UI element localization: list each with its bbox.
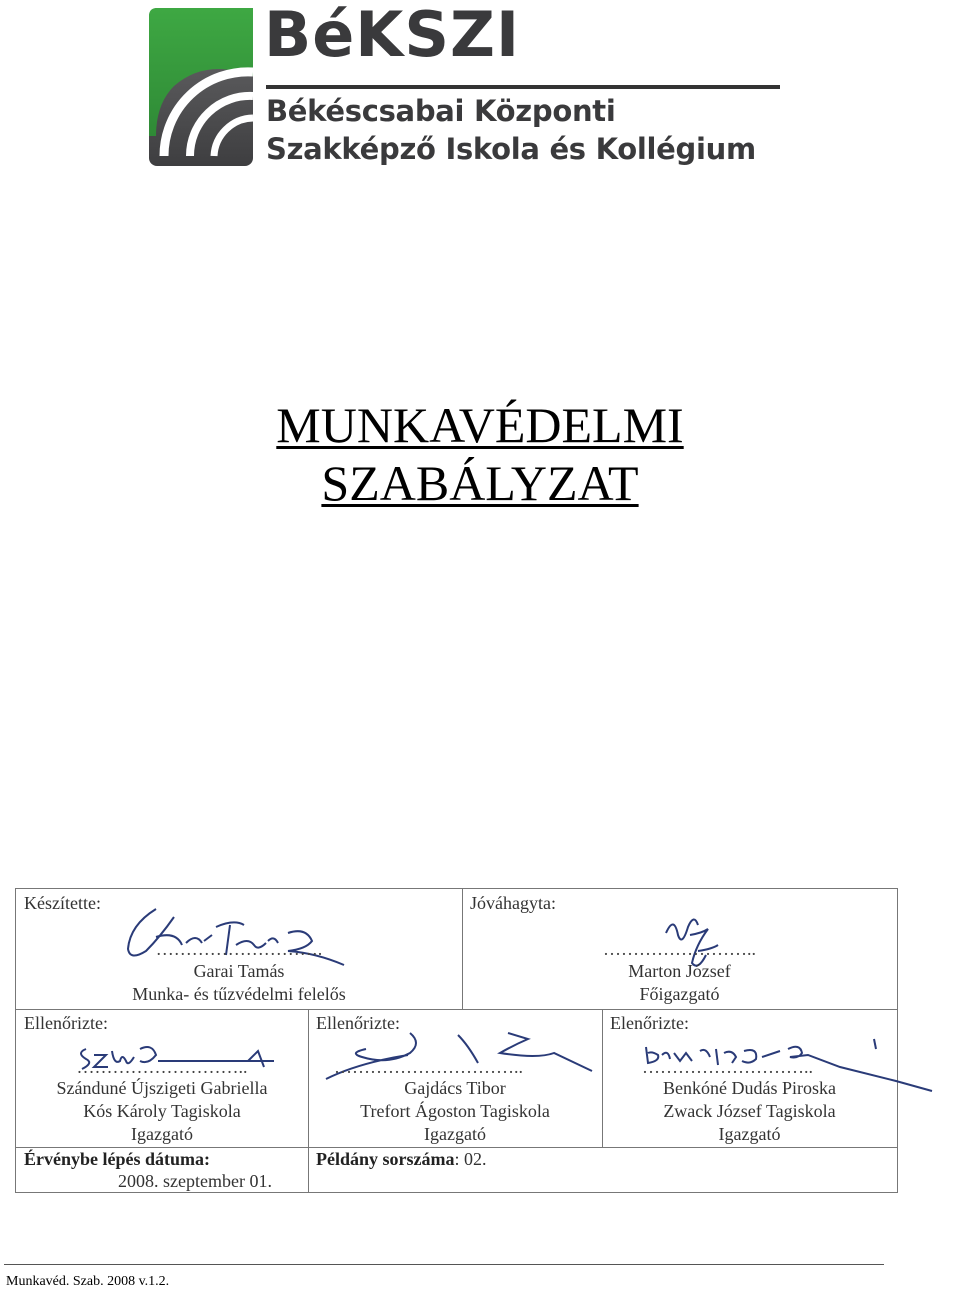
checked-by-2-role: Igazgató — [424, 1124, 486, 1144]
approved-by-dots: …………………….. — [603, 939, 756, 959]
checked-by-3-cell — [602, 1009, 897, 1147]
copy-number-label: Példány sorszáma — [316, 1149, 455, 1169]
checked-by-3-school: Zwack József Tagiskola — [663, 1101, 836, 1121]
checked-by-1-role: Igazgató — [131, 1124, 193, 1144]
logo-line-1: Békéscsabai Központi — [266, 94, 616, 128]
prepared-by-cell — [16, 889, 462, 1009]
checked-by-2-dots: ………………………….. — [334, 1057, 523, 1077]
checked-by-1-school: Kós Károly Tagiskola — [83, 1101, 241, 1121]
effective-date-cell — [16, 1147, 308, 1192]
prepared-by-label: Készítette: — [24, 893, 101, 913]
copy-number-cell — [308, 1147, 897, 1192]
prepared-by-name: Garai Tamás — [193, 961, 285, 981]
logo-line-2: Szakképző Iskola és Kollégium — [266, 132, 756, 166]
copy-number — [316, 1149, 487, 1170]
checked-by-1-name: Szánduné Újszigeti Gabriella — [56, 1078, 268, 1098]
logo-divider — [266, 85, 780, 89]
footer-text: Munkavéd. Szab. 2008 v.1.2. — [6, 1274, 170, 1289]
document-title-line-2: SZABÁLYZAT — [321, 455, 639, 511]
logo-name: BéKSZI — [264, 0, 521, 71]
effective-date-value: 2008. szeptember 01. — [118, 1171, 272, 1191]
document-title-line-1: MUNKAVÉDELMI — [276, 397, 684, 453]
checked-by-3-name: Benkóné Dudás Piroska — [663, 1078, 836, 1098]
footer-divider — [4, 1264, 884, 1265]
checked-by-2-cell — [308, 1009, 602, 1147]
approval-table — [15, 888, 898, 1193]
approved-by-name: Marton József — [628, 961, 731, 981]
prepared-by-dots: ………………………. — [155, 939, 323, 959]
approved-by-role: Főigazgató — [639, 984, 720, 1004]
checked-by-3-role: Igazgató — [718, 1124, 781, 1144]
effective-date-label: Érvénybe lépés dátuma: — [24, 1149, 210, 1169]
checked-by-3-dots: ……………………….. — [642, 1057, 813, 1077]
checked-by-1-cell — [16, 1009, 308, 1147]
copy-number-value: : 02. — [454, 1149, 487, 1169]
school-logo — [146, 0, 786, 172]
approved-by-cell — [462, 889, 897, 1009]
checked-by-2-school: Trefort Ágoston Tagiskola — [360, 1101, 550, 1121]
checked-by-2-name: Gajdács Tibor — [404, 1078, 506, 1098]
checked-by-1-dots: ……………………….. — [76, 1057, 248, 1077]
approved-by-label: Jóváhagyta: — [470, 893, 556, 913]
checked-by-3-label: Elenőrizte: — [610, 1013, 689, 1033]
checked-by-1-label: Ellenőrizte: — [24, 1013, 108, 1033]
checked-by-2-label: Ellenőrizte: — [316, 1013, 400, 1033]
logo-mark-icon — [146, 6, 256, 168]
prepared-by-role: Munka- és tűzvédelmi felelős — [132, 984, 346, 1004]
